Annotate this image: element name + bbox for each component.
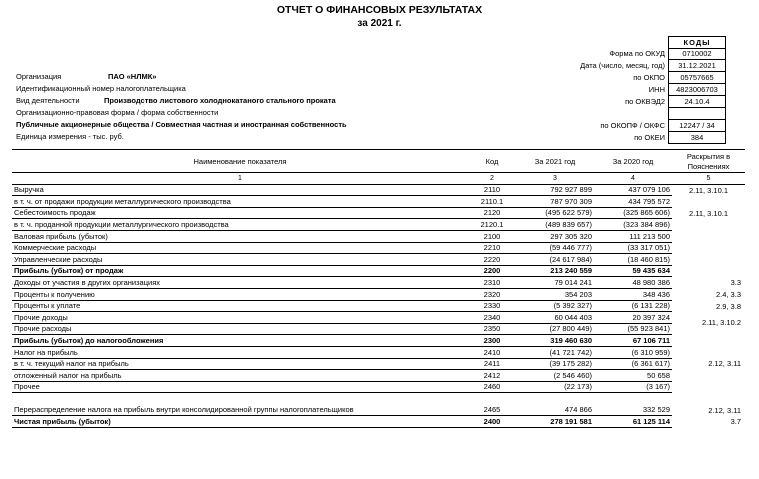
row-2020: 111 213 500 xyxy=(594,230,672,242)
row-2020: (6 310 959) xyxy=(594,346,672,358)
codes-header: КОДЫ xyxy=(668,36,726,49)
row-code: 2310 xyxy=(468,277,516,289)
okved-label: по ОКВЭД2 xyxy=(625,97,665,106)
row-code: 2300 xyxy=(468,335,516,347)
row-2021: 278 191 581 xyxy=(516,416,594,428)
row-2020: 20 397 324 xyxy=(594,312,672,324)
table-row xyxy=(12,370,745,382)
row-2021: 354 203 xyxy=(516,288,594,300)
row-code: 2465 xyxy=(468,393,516,416)
row-name: Коммерческие расходы xyxy=(12,242,468,254)
okud-label: Форма по ОКУД xyxy=(609,49,665,58)
row-2020: (6 361 617) xyxy=(594,358,672,370)
row-2021: (24 617 984) xyxy=(516,254,594,266)
row-name: отложенный налог на прибыль xyxy=(12,370,468,382)
table-row xyxy=(12,207,745,219)
row-code: 2400 xyxy=(468,416,516,428)
table-row xyxy=(12,323,745,335)
okpo-label: по ОКПО xyxy=(633,73,665,82)
table-row xyxy=(12,184,745,196)
row-2021: 60 044 403 xyxy=(516,312,594,324)
financial-results-table xyxy=(12,152,745,428)
row-name: Прибыль (убыток) от продаж xyxy=(12,265,468,277)
row-2020: 437 079 106 xyxy=(594,184,672,196)
table-row xyxy=(12,196,745,208)
row-name: Прочие расходы xyxy=(12,323,468,335)
table-row xyxy=(12,416,745,428)
row-2020: (18 460 815) xyxy=(594,254,672,266)
okopf-label: по ОКОПФ / ОКФС xyxy=(600,121,665,130)
row-2021: (489 839 657) xyxy=(516,219,594,231)
row-2021: 792 927 899 xyxy=(516,184,594,196)
row-ref xyxy=(672,254,745,266)
col-header-ref: Раскрытия в Пояснениях xyxy=(672,152,745,173)
row-2020: 50 658 xyxy=(594,370,672,382)
row-2020: (55 923 841) xyxy=(594,323,672,335)
row-name: Налог на прибыль xyxy=(12,346,468,358)
row-2020: (3 167) xyxy=(594,381,672,393)
row-ref xyxy=(672,381,745,393)
row-code: 2320 xyxy=(468,288,516,300)
row-2021: 319 460 630 xyxy=(516,335,594,347)
row-2021: (2 546 460) xyxy=(516,370,594,382)
col-header-2021: За 2021 год xyxy=(516,152,594,173)
row-ref: 3.3 xyxy=(730,278,741,288)
row-name: Проценты к получению xyxy=(12,288,468,300)
row-ref xyxy=(672,335,745,347)
row-2021: (39 175 282) xyxy=(516,358,594,370)
row-name: Выручка xyxy=(12,184,468,196)
empty-code xyxy=(668,108,726,120)
col-number: 2 xyxy=(468,173,516,185)
row-2021: (495 622 579) xyxy=(516,207,594,219)
table-row xyxy=(12,242,745,254)
inn-code: 4823006703 xyxy=(668,84,726,96)
table-row xyxy=(12,254,745,266)
row-code: 2110 xyxy=(468,184,516,196)
row-code: 2120.1 xyxy=(468,219,516,231)
row-2020: 59 435 634 xyxy=(594,265,672,277)
inn-label: ИНН xyxy=(648,85,665,94)
col-number: 3 xyxy=(516,173,594,185)
row-ref: 2.11, 3.10.1 xyxy=(688,208,729,218)
row-2021: 787 970 309 xyxy=(516,196,594,208)
row-ref xyxy=(672,265,745,277)
table-row xyxy=(12,358,745,370)
row-code: 2460 xyxy=(468,381,516,393)
okved-code: 24.10.4 xyxy=(668,96,726,108)
row-ref: 2.11, 3.10.1 xyxy=(688,185,729,195)
col-header-2020: За 2020 год xyxy=(594,152,672,173)
col-number: 1 xyxy=(12,173,468,185)
okud-code: 0710002 xyxy=(668,48,726,60)
row-2020: 67 106 711 xyxy=(594,335,672,347)
row-code: 2110.1 xyxy=(468,196,516,208)
row-2020: 48 980 386 xyxy=(594,277,672,289)
table-row xyxy=(12,219,745,231)
okei-label: по ОКЕИ xyxy=(634,133,665,142)
table-row xyxy=(12,277,745,289)
row-2021: 79 014 241 xyxy=(516,277,594,289)
row-name: Управленческие расходы xyxy=(12,254,468,266)
row-2021: (59 446 777) xyxy=(516,242,594,254)
table-row xyxy=(12,265,745,277)
row-2020: 434 795 572 xyxy=(594,196,672,208)
activity-value: Производство листового холоднокатаного стального проката xyxy=(104,96,336,105)
row-name: в т. ч. от продажи продукции металлургического производства xyxy=(12,196,468,208)
table-row xyxy=(12,312,745,324)
table-row xyxy=(12,230,745,242)
row-2021: (22 173) xyxy=(516,381,594,393)
row-ref: 2.12, 3.11 xyxy=(708,358,741,368)
col-header-code: Код xyxy=(468,152,516,173)
row-2021: 213 240 559 xyxy=(516,265,594,277)
date-code: 31.12.2021 xyxy=(668,60,726,72)
row-2021: (5 392 327) xyxy=(516,300,594,312)
row-ref: 2.9, 3.8 xyxy=(715,301,741,311)
row-name: в т. ч. проданной продукции металлургического производства xyxy=(12,219,468,231)
row-code: 2220 xyxy=(468,254,516,266)
row-code: 2350 xyxy=(468,323,516,335)
row-code: 2330 xyxy=(468,300,516,312)
row-ref: 2.4, 3.3 xyxy=(715,290,741,300)
row-2021: 297 305 320 xyxy=(516,230,594,242)
row-name: Валовая прибыль (убыток) xyxy=(12,230,468,242)
row-code: 2210 xyxy=(468,242,516,254)
row-2020: 348 436 xyxy=(594,288,672,300)
table-row xyxy=(12,335,745,347)
org-value: ПАО «НЛМК» xyxy=(108,72,157,81)
row-code: 2200 xyxy=(468,265,516,277)
row-ref: 3.7 xyxy=(730,417,741,427)
row-name: Перераспределение налога на прибыль внутри консолидированной группы налогоплательщиков xyxy=(12,393,468,416)
row-ref xyxy=(672,196,745,208)
report-title: ОТЧЕТ О ФИНАНСОВЫХ РЕЗУЛЬТАТАХ xyxy=(276,4,483,16)
report-period: за 2021 г. xyxy=(357,18,402,29)
row-code: 2410 xyxy=(468,346,516,358)
row-2020: 61 125 114 xyxy=(594,416,672,428)
row-name: Прибыль (убыток) до налогообложения xyxy=(12,335,468,347)
row-name: Чистая прибыль (убыток) xyxy=(12,416,468,428)
row-2020: (325 865 606) xyxy=(594,207,672,219)
table-row xyxy=(12,381,745,393)
inn-caption: Идентификационный номер налогоплательщика xyxy=(16,84,186,93)
date-label: Дата (число, месяц, год) xyxy=(580,61,665,70)
row-ref xyxy=(672,242,745,254)
row-ref xyxy=(672,219,745,231)
row-2021: (27 800 449) xyxy=(516,323,594,335)
org-label: Организация xyxy=(16,72,62,81)
okpo-code: 05757665 xyxy=(668,72,726,84)
row-2020: (323 384 896) xyxy=(594,219,672,231)
row-code: 2412 xyxy=(468,370,516,382)
table-row xyxy=(12,300,745,312)
row-name: Прочие доходы xyxy=(12,312,468,324)
row-name: в т. ч. текущий налог на прибыль xyxy=(12,358,468,370)
row-2021: 474 866 xyxy=(516,393,594,416)
col-header-name: Наименование показателя xyxy=(12,152,468,173)
row-2021: (41 721 742) xyxy=(516,346,594,358)
table-top-rule xyxy=(12,149,745,150)
legal-form-label: Организационно-правовая форма / форма собственности xyxy=(16,108,219,117)
table-row xyxy=(12,288,745,300)
row-code: 2411 xyxy=(468,358,516,370)
col-number: 5 xyxy=(672,173,745,185)
row-2020: (6 131 228) xyxy=(594,300,672,312)
okopf-code: 12247 / 34 xyxy=(668,120,726,132)
row-code: 2120 xyxy=(468,207,516,219)
row-2020: 332 529 xyxy=(594,393,672,416)
row-name: Доходы от участия в других организациях xyxy=(12,277,468,289)
row-code: 2100 xyxy=(468,230,516,242)
activity-label: Вид деятельности xyxy=(16,96,80,105)
row-name: Себестоимость продаж xyxy=(12,207,468,219)
col-number: 4 xyxy=(594,173,672,185)
row-name: Проценты к уплате xyxy=(12,300,468,312)
okei-code: 384 xyxy=(668,132,726,144)
table-row xyxy=(12,346,745,358)
row-ref: 2.12, 3.11 xyxy=(708,405,741,415)
row-ref: 2.11, 3.10.2 xyxy=(701,318,741,328)
table-row xyxy=(12,393,745,416)
row-name: Прочее xyxy=(12,381,468,393)
unit-label: Единица измерения - тыс. руб. xyxy=(16,132,124,141)
row-code: 2340 xyxy=(468,312,516,324)
row-2020: (33 317 051) xyxy=(594,242,672,254)
legal-form-value: Публичные акционерные общества / Совместная частная и иностранная собственность xyxy=(16,120,347,129)
row-ref xyxy=(672,230,745,242)
